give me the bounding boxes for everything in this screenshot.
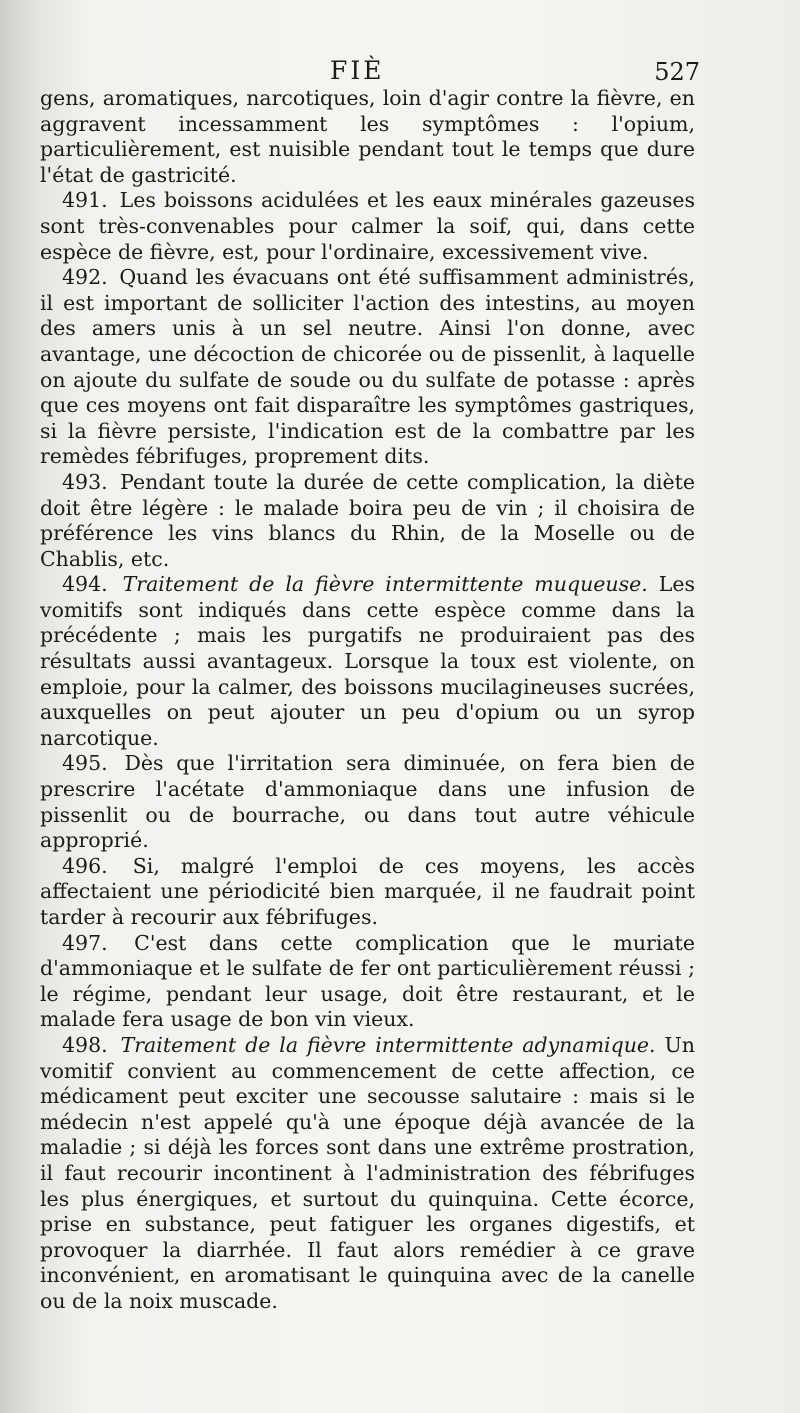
paragraph-text: Dès que l'irritation sera diminuée, on fera bien de prescrire l'acétate d'ammoniaque dans une infusion de pissenlit ou de bourrache, ou dans tout autre véhicule approprié. — [40, 751, 695, 853]
section-heading: Traitement de la fièvre intermittente adynamique. — [120, 1032, 656, 1057]
paragraph-text: Quand les évacuans ont été suffisamment administrés, il est important de solliciter l'action des intestins, au moyen des amers unis à un sel neutre. Ainsi l'on donne, avec avantage, une décoction de chicorée ou de pissenlit, à laquelle on ajoute du sulfate de soude ou du sulfate de potasse : après que ces moyens ont fait disparaître les symptômes gastriques, si la fièvre persiste, l'indication est de la combattre par les remèdes fébrifuges, proprement dits. — [40, 265, 695, 469]
running-title: FIÈ — [330, 56, 385, 85]
paragraph-number: 494. — [62, 572, 108, 597]
paragraph-498 — [40, 1033, 695, 1315]
paragraph-text: Les boissons acidulées et les eaux minérales gazeuses sont très-convenables pour calmer la soif, qui, dans cette espèce de fièvre, est, pour l'ordinaire, excessivement vive. — [40, 188, 695, 264]
paragraph-number: 492. — [62, 265, 108, 290]
paragraph-number: 496. — [62, 853, 108, 878]
paragraph-number: 491. — [62, 188, 108, 213]
paragraph-492 — [40, 265, 695, 470]
page-number: 527 — [654, 58, 700, 86]
section-heading: Traitement de la fièvre intermittente muqueuse. — [122, 572, 648, 597]
paragraph-continued — [40, 86, 695, 188]
paragraph-494 — [40, 572, 695, 751]
paragraph-number: 493. — [62, 469, 108, 494]
body-text — [40, 86, 695, 1315]
paragraph-495 — [40, 751, 695, 853]
paragraph-text: Les vomitifs sont indiqués dans cette espèce comme dans la précédente ; mais les purgatifs ne produiraient pas des résultats aussi avantageux. Lorsque la toux est violente, on emploie, pour la calmer, des boissons mucilagineuses sucrées, auxquelles on peut ajouter un peu d'opium ou un syrop narcotique. — [40, 572, 695, 750]
paragraph-496 — [40, 854, 695, 931]
paragraph-491 — [40, 188, 695, 265]
paragraph-text: gens, aromatiques, narcotiques, loin d'agir contre la fièvre, en aggravent incessamment les symptômes : l'opium, particulièrement, est nuisible pendant tout le temps que dure l'état de gastricité. — [40, 86, 695, 187]
paragraph-text: C'est dans cette complication que le muriate d'ammoniaque et le sulfate de fer ont particulièrement réussi ; le régime, pendant leur usage, doit être restaurant, et le malade fera usage de bon vin vieux. — [40, 930, 695, 1032]
paragraph-number: 495. — [62, 751, 108, 776]
paragraph-text: Si, malgré l'emploi de ces moyens, les accès affectaient une périodicité bien marquée, il ne faudrait point tarder à recourir aux fébrifuges. — [40, 853, 695, 929]
running-head — [0, 56, 800, 90]
paragraph-number: 497. — [62, 930, 108, 955]
paragraph-493 — [40, 470, 695, 572]
paragraph-number: 498. — [62, 1032, 108, 1057]
paragraph-497 — [40, 931, 695, 1033]
paragraph-text: Pendant toute la durée de cette complication, la diète doit être légère : le malade boira peu de vin ; il choisira de préférence les vins blancs du Rhin, de la Moselle ou de Chablis, etc. — [40, 469, 695, 571]
paragraph-text: Un vomitif convient au commencement de cette affection, ce médicament peut exciter une secousse salutaire : mais si le médecin n'est appelé qu'à une époque déjà avancée de la maladie ; si déjà les forces sont dans une extrême prostration, il faut recourir incontinent à l'administration des fébrifuges les plus énergiques, et surtout du quinquina. Cette écorce, prise en substance, peut fatiguer les organes digestifs, et provoquer la diarrhée. Il faut alors remédier à ce grave inconvénient, en aromatisant le quinquina avec de la canelle ou de la noix muscade. — [40, 1032, 695, 1313]
